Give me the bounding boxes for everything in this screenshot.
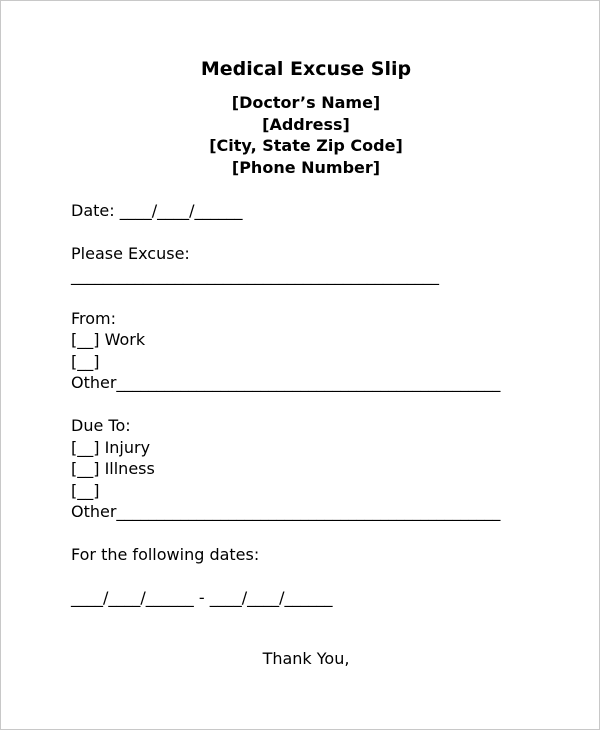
form-body bbox=[71, 200, 500, 609]
document-title: Medical Excuse Slip bbox=[200, 58, 412, 80]
phone-number-line: [Phone Number] bbox=[231, 157, 381, 177]
doctor-name-line: [Doctor’s Name] bbox=[231, 93, 381, 112]
from-option-work: [__] Work bbox=[71, 330, 146, 349]
from-other-field: Other________________________________________________ bbox=[71, 373, 501, 392]
due-to-option-blank: [__] bbox=[71, 480, 100, 500]
due-to-other-field: Other________________________________________________ bbox=[71, 502, 501, 521]
due-to-option-illness: [__] Illness bbox=[71, 459, 155, 478]
please-excuse-label: Please Excuse: bbox=[71, 244, 190, 263]
closing-text: Thank You, bbox=[262, 649, 350, 668]
address-line: [Address] bbox=[262, 114, 350, 134]
due-to-label: Due To: bbox=[71, 416, 131, 435]
from-option-blank: [__] bbox=[71, 351, 100, 371]
city-state-zip-line: [City, State Zip Code] bbox=[209, 136, 403, 155]
due-to-option-injury: [__] Injury bbox=[71, 437, 151, 457]
from-label: From: bbox=[71, 308, 117, 328]
date-range-field: ____/____/______ - ____/____/______ bbox=[71, 588, 333, 607]
doctor-header bbox=[1, 92, 600, 178]
date-field: Date: ____/____/______ bbox=[71, 201, 243, 220]
following-dates-label: For the following dates: bbox=[71, 545, 260, 564]
please-excuse-blank: ______________________________________________ bbox=[71, 265, 439, 285]
